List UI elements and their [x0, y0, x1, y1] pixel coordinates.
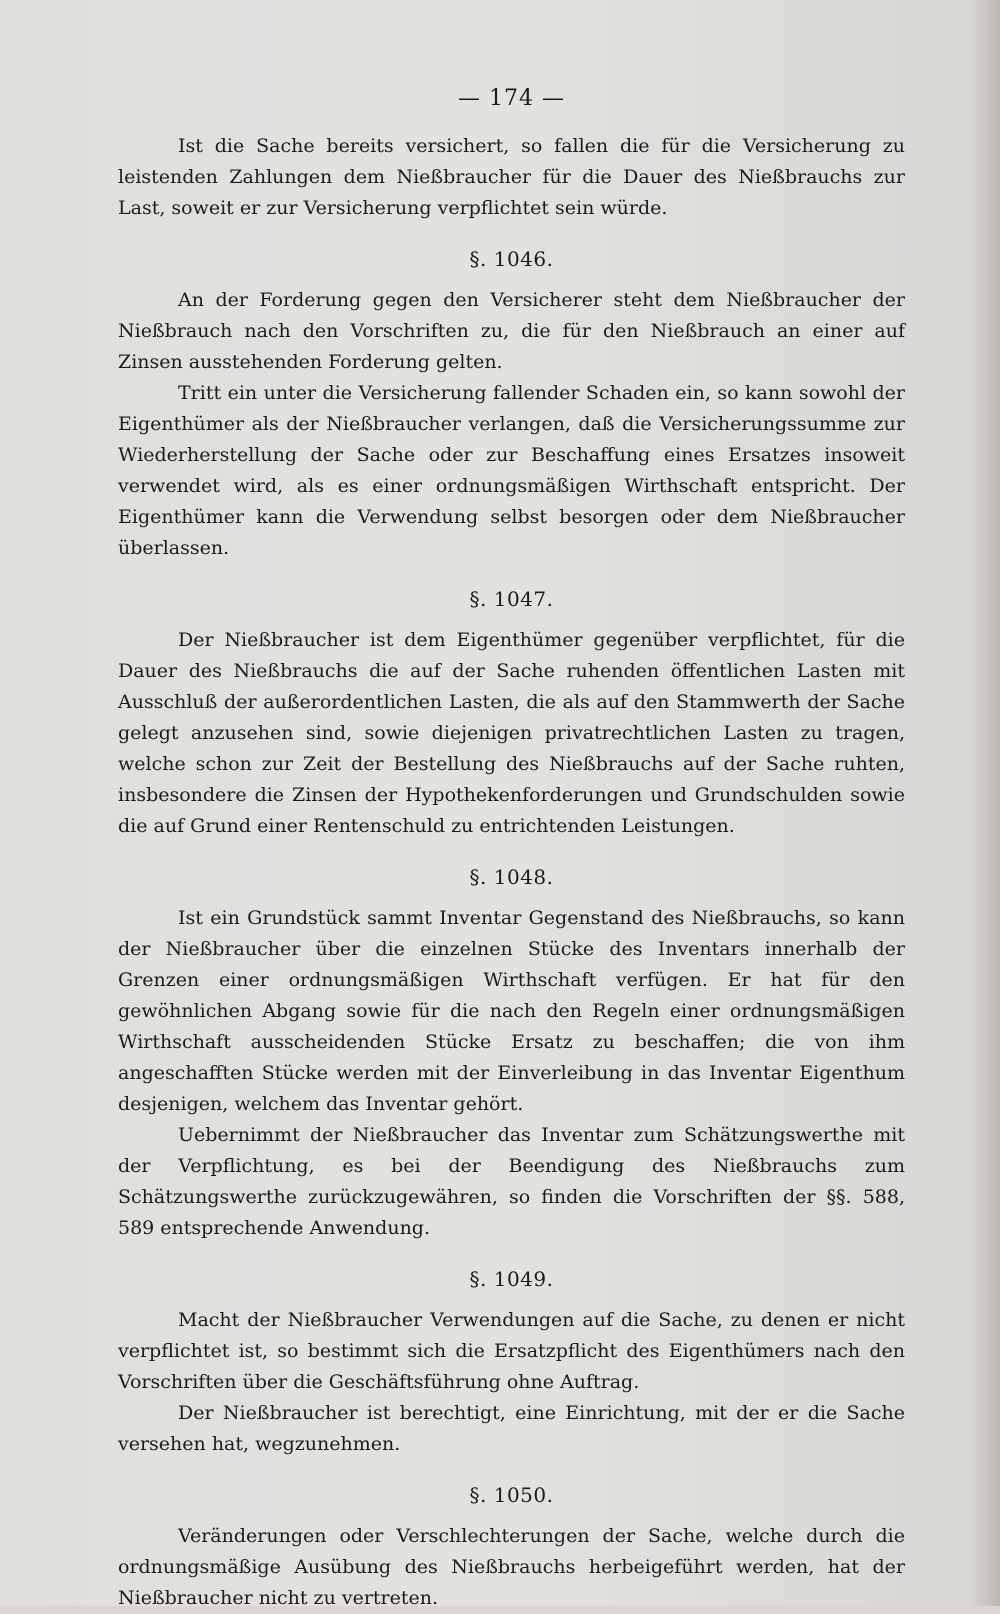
paragraph: Uebernimmt der Nießbraucher das Inventar zum Schätzungswerthe mit der Verpflichtung, es bei der Beendigung des Nießbrauchs zum Schätzungswerthe zurückzugewähren, so finden die Vorschriften der §§. 588, 589 entsprechende Anwendung.	[118, 1124, 905, 1239]
paragraph: Ist die Sache bereits versichert, so fallen die für die Versicherung zu leistenden Zahlungen dem Nießbraucher für die Dauer des Nießbrauchs zur Last, soweit er zur Versicherung verpflichtet sein würde.	[118, 135, 905, 219]
page-body	[118, 86, 905, 1614]
paragraph: An der Forderung gegen den Versicherer steht dem Nießbraucher der Nießbrauch nach den Vorschriften zu, die für den Nießbrauch an einer auf Zinsen ausstehenden Forderung gelten.	[118, 289, 905, 373]
paragraph: Der Nießbraucher ist dem Eigenthümer gegenüber verpflichtet, für die Dauer des Nießbrauchs die auf der Sache ruhenden öffentlichen Lasten mit Ausschluß der außerordentlichen Lasten, die als auf den Stammwerth der Sache gelegt anzusehen sind, sowie diejenigen privatrechtlichen Lasten zu tragen, welche schon zur Zeit der Bestellung des Nießbrauchs auf der Sache ruhten, insbesondere die Zinsen der Hypothekenforderungen und Grundschulden sowie die auf Grund einer Rentenschuld zu entrichtenden Leistungen.	[118, 629, 905, 837]
paragraph: Veränderungen oder Verschlechterungen der Sache, welche durch die ordnungsmäßige Ausübung des Nießbrauchs herbeigeführt werden, hat der Nießbraucher nicht zu vertreten.	[118, 1525, 905, 1609]
section-1050	[118, 1480, 905, 1614]
page-number: — 174 —	[458, 86, 565, 111]
section-heading: §. 1047.	[469, 587, 554, 611]
paragraph: Der Nießbraucher ist berechtigt, eine Einrichtung, mit der er die Sache versehen hat, wegzunehmen.	[118, 1402, 905, 1455]
section-heading: §. 1049.	[469, 1267, 554, 1291]
paragraph: Macht der Nießbraucher Verwendungen auf die Sache, zu denen er nicht verpflichtet ist, so bestimmt sich die Ersatzpflicht des Eigenthümers nach den Vorschriften über die Geschäftsführung ohne Auftrag.	[118, 1309, 905, 1393]
section-1047	[118, 584, 905, 842]
section-1046	[118, 244, 905, 564]
section-heading: §. 1046.	[469, 247, 554, 271]
section-heading: §. 1050.	[469, 1483, 554, 1507]
section-heading: §. 1048.	[469, 865, 554, 889]
section-1048	[118, 862, 905, 1244]
paragraph: Ist ein Grundstück sammt Inventar Gegenstand des Nießbrauchs, so kann der Nießbraucher über die einzelnen Stücke des Inventars innerhalb der Grenzen einer ordnungsmäßigen Wirthschaft verfügen. Er hat für den gewöhnlichen Abgang sowie für die nach den Regeln einer ordnungsmäßigen Wirthschaft ausscheidenden Stücke Ersatz zu beschaffen; die von ihm angeschafften Stücke werden mit der Einverleibung in das Inventar Eigenthum desjenigen, welchem das Inventar gehört.	[118, 907, 905, 1115]
section-intro	[118, 131, 905, 224]
paragraph: Tritt ein unter die Versicherung fallender Schaden ein, so kann sowohl der Eigenthümer als der Nießbraucher verlangen, daß die Versicherungssumme zur Wiederherstellung der Sache oder zur Beschaffung eines Ersatzes insoweit verwendet wird, als es einer ordnungsmäßigen Wirthschaft entspricht. Der Eigenthümer kann die Verwendung selbst besorgen oder dem Nießbraucher überlassen.	[118, 382, 905, 559]
section-1049	[118, 1264, 905, 1460]
